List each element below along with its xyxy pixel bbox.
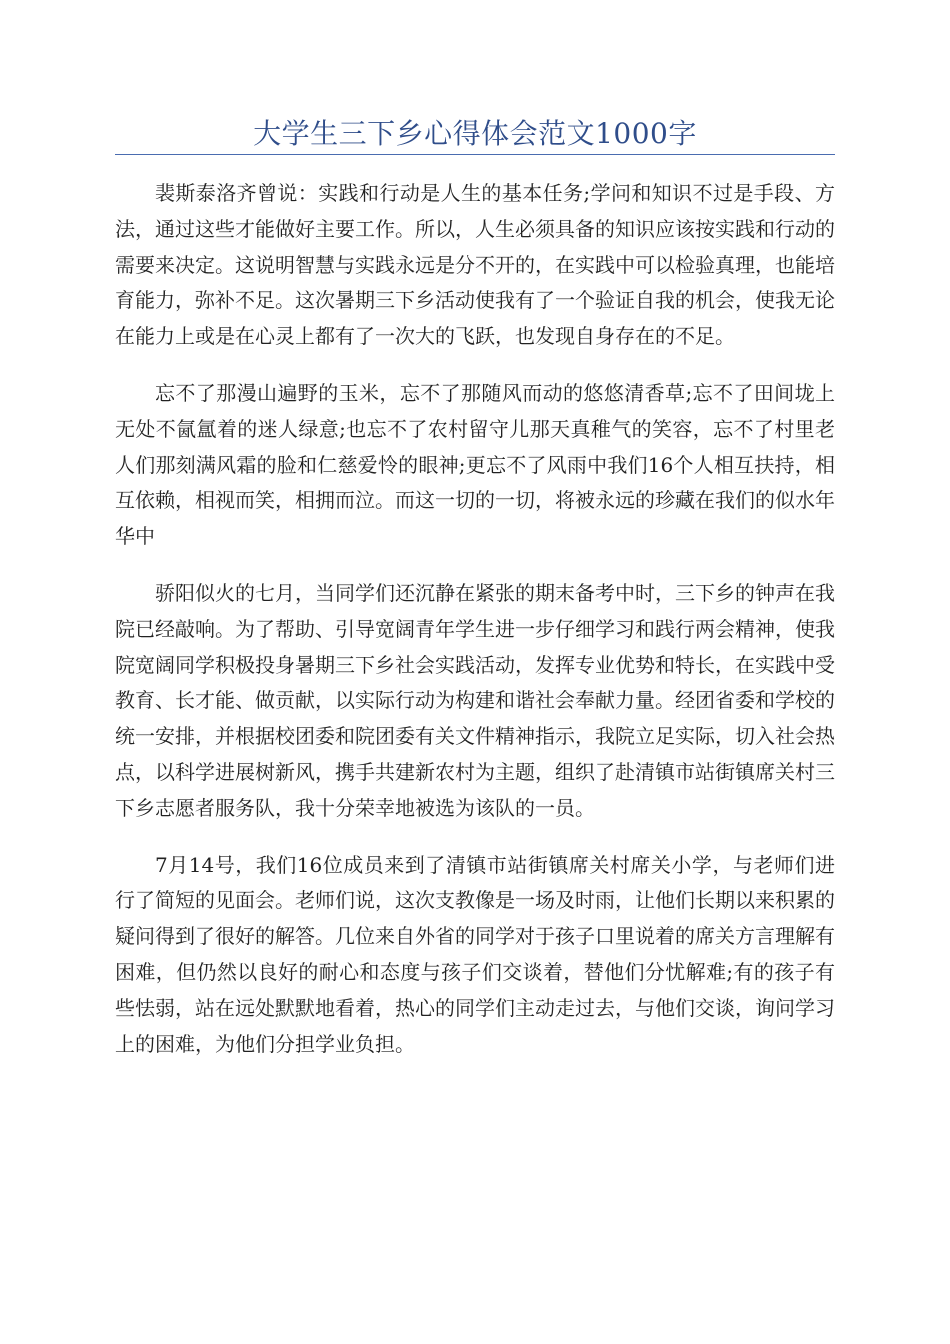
document-body	[115, 176, 835, 1083]
paragraph-2: 忘不了那漫山遍野的玉米，忘不了那随风而动的悠悠清香草;忘不了田间垅上无处不氤氲着的迷人绿意;也忘不了农村留守儿那天真稚气的笑容，忘不了村里老人们那刻满风霜的脸和仁慈爱怜的眼神;更忘不了风雨中我们16个人相互扶持，相互依赖，相视而笑，相拥而泣。而这一切的一切，将被永远的珍藏在我们的似水年华中	[115, 380, 835, 549]
paragraph-1: 裴斯泰洛齐曾说：实践和行动是人生的基本任务;学问和知识不过是手段、方法，通过这些才能做好主要工作。所以，人生必须具备的知识应该按实践和行动的需要来决定。这说明智慧与实践永远是分不开的，在实践中可以检验真理，也能培育能力，弥补不足。这次暑期三下乡活动使我有了一个验证自我的机会，使我无论在能力上或是在心灵上都有了一次大的飞跃，也发现自身存在的不足。	[115, 181, 835, 349]
paragraph-4: 7月14号，我们16位成员来到了清镇市站街镇席关村席关小学，与老师们进行了简短的见面会。老师们说，这次支教像是一场及时雨，让他们长期以来积累的疑问得到了很好的解答。几位来自外省的同学对于孩子口里说着的席关方言理解有困难，但仍然以良好的耐心和态度与孩子们交谈着，替他们分忧解难;有的孩子有些怯弱，站在远处默默地看着，热心的同学们主动走过去，与他们交谈，询问学习上的困难，为他们分担学业负担。	[115, 852, 835, 1056]
title-underline	[115, 154, 835, 155]
paragraph-3: 骄阳似火的七月，当同学们还沉静在紧张的期末备考中时，三下乡的钟声在我院已经敲响。为了帮助、引导宽阔青年学生进一步仔细学习和践行两会精神，使我院宽阔同学积极投身暑期三下乡社会实践活动，发挥专业优势和特长，在实践中受教育、长才能、做贡献，以实际行动为构建和谐社会奉献力量。经团省委和学校的统一安排，并根据校团委和院团委有关文件精神指示，我院立足实际，切入社会热点，以科学进展树新风，携手共建新农村为主题，组织了赴清镇市站街镇席关村三下乡志愿者服务队，我十分荣幸地被选为该队的一员。	[115, 580, 835, 820]
document-title: 大学生三下乡心得体会范文1000字	[253, 117, 697, 150]
